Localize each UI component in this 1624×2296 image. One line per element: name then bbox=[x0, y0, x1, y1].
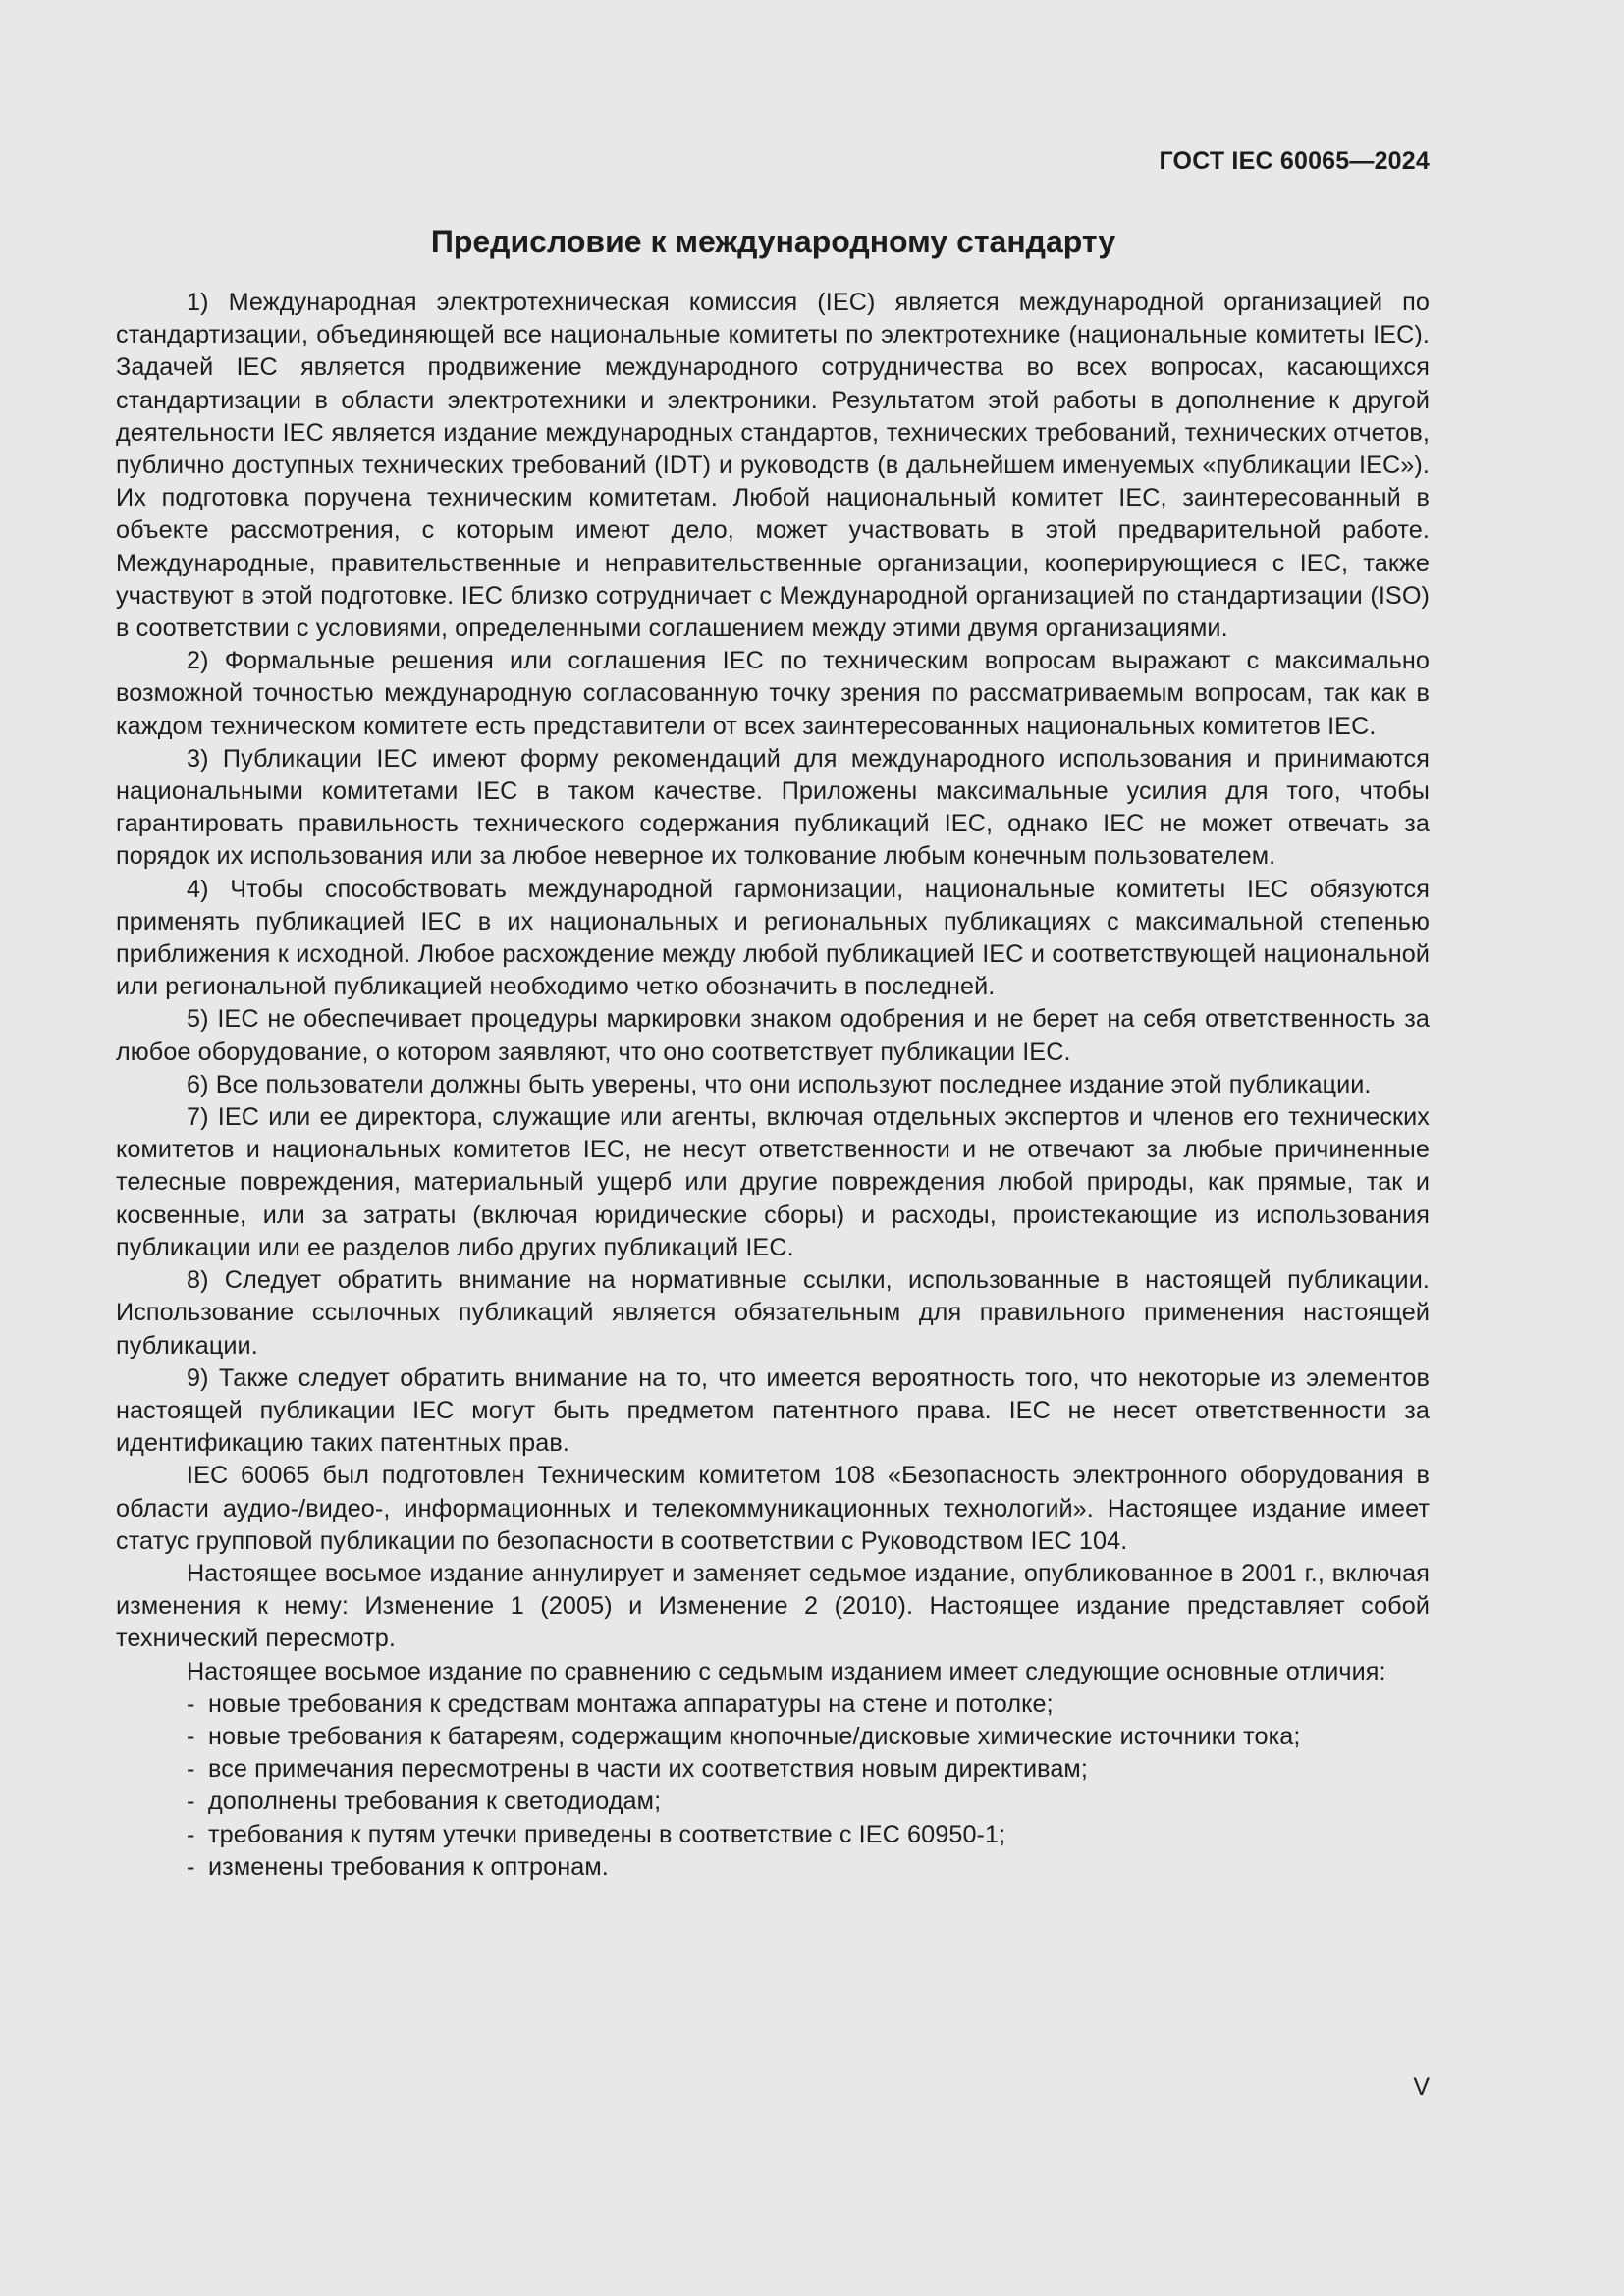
list-item bbox=[116, 1753, 1430, 1786]
paragraph-1: 1) Международная электротехническая комиссия (IEC) является международной организацией по стандартизации, объединяющей все национальные комитеты по электротехнике (национальные комитеты IEC). Задачей IEC является продвижение международного сотрудничества во всех вопросах, касающихся стандартизации в области электротехники и электроники. Результатом этой работы в дополнение к другой деятельности IEC является издание международных стандартов, технических требований, технических отчетов, публично доступных технических требований (IDT) и руководств (в дальнейшем именуемых «публикации IEC»). Их подготовка поручена техническим комитетам. Любой национальный комитет IEC, заинтересованный в объекте рассмотрения, с которым имеют дело, может участвовать в этой предварительной работе. Международные, правительственные и неправительственные организации, кооперирующиеся с IEC, также участвуют в этой подготовке. IEC близко сотрудничает с Международной организацией по стандартизации (ISO) в соответствии с условиями, определенными соглашением между этими двумя организациями. bbox=[116, 289, 1430, 643]
list-marker: - bbox=[187, 1755, 195, 1784]
paragraph-8: 8) Следует обратить внимание на нормативные ссылки, использованные в настоящей публикации. Использование ссылочных публикаций является обязательным для правильного применения настоящей публикации. bbox=[116, 1266, 1430, 1360]
page-title: Предисловие к международному стандарту bbox=[430, 224, 1116, 259]
page-number: V bbox=[1413, 2073, 1430, 2101]
list-marker: - bbox=[187, 1820, 195, 1848]
list-item-text: требования к путям утечки приведены в соответствие с IEC 60950-1; bbox=[208, 1820, 1006, 1848]
list-item-text: дополнены требования к светодиодам; bbox=[208, 1788, 662, 1816]
list-item bbox=[116, 1786, 1430, 1818]
document-code-header: ГОСТ IEC 60065—2024 bbox=[1159, 147, 1430, 175]
list-item-text: новые требования к батареям, содержащим кнопочные/дисковые химические источники тока; bbox=[208, 1722, 1301, 1750]
list-marker: - bbox=[187, 1788, 195, 1816]
paragraph-edition: Настоящее восьмое издание аннулирует и заменяет седьмое издание, опубликованное в 2001 г., включая изменения к нему: Изменение 1 (2005) и Изменение 2 (2010). Настоящее издание представляет собой технический пересмотр. bbox=[116, 1559, 1430, 1653]
list-item bbox=[116, 1688, 1430, 1721]
paragraph-7: 7) IEC или ее директора, служащие или агенты, включая отдельных экспертов и членов его технических комитетов и национальных комитетов IEC, не несут ответственности и не отвечают за любые причиненные телесные повреждения, материальный ущерб или другие повреждения любой природы, как прямые, так и косвенные, или за затраты (включая юридические сборы) и расходы, проистекающие из использования публикации или ее разделов либо других публикаций IEC. bbox=[116, 1103, 1430, 1261]
list-item bbox=[116, 1819, 1430, 1851]
list-item-text: новые требования к средствам монтажа аппаратуры на стене и потолке; bbox=[208, 1689, 1054, 1718]
paragraph-2: 2) Формальные решения или соглашения IEC по техническим вопросам выражают с максимально возможной точностью международную согласованную точку зрения по рассматриваемым вопросам, так как в каждом техническом комитете есть представители от всех заинтересованных национальных комитетов IEC. bbox=[116, 647, 1430, 740]
paragraph-preparation: IEC 60065 был подготовлен Техническим комитетом 108 «Безопасность электронного оборудования в области аудио-/видео-, информационных и телекоммуникационных технологий». Настоящее издание имеет статус групповой публикации по безопасности в соответствии с Руководством IEC 104. bbox=[116, 1462, 1430, 1555]
list-marker: - bbox=[187, 1722, 195, 1750]
list-marker: - bbox=[187, 1852, 195, 1881]
paragraph-4: 4) Чтобы способствовать международной гармонизации, национальные комитеты IEC обязуются применять публикацией IEC в их национальных и региональных публикациях с максимальной степенью приближения к исходной. Любое расхождение между любой публикацией IEC и соответствующей национальной или региональной публикацией необходимо четко обозначить в последней. bbox=[116, 875, 1430, 1001]
paragraph-5: 5) IEC не обеспечивает процедуры маркировки знаком одобрения и не берет на себя ответственность за любое оборудование, о котором заявляют, что оно соответствует публикации IEC. bbox=[116, 1005, 1430, 1066]
list-item-text: все примечания пересмотрены в части их соответствия новым директивам; bbox=[208, 1755, 1088, 1784]
paragraph-6: 6) Все пользователи должны быть уверены, что они используют последнее издание этой публикации. bbox=[187, 1070, 1372, 1098]
document-body bbox=[116, 287, 1430, 1884]
list-item-text: изменены требования к оптронам. bbox=[208, 1852, 609, 1881]
list-item bbox=[116, 1721, 1430, 1753]
paragraph-differences: Настоящее восьмое издание по сравнению с седьмым изданием имеет следующие основные отличия: bbox=[187, 1657, 1386, 1685]
paragraph-3: 3) Публикации IEC имеют форму рекомендаций для международного использования и принимаются национальными комитетами IEC в таком качестве. Приложены максимальные усилия для того, чтобы гарантировать правильность технического содержания публикаций IEC, однако IEC не может отвечать за порядок их использования или за любое неверное их толкование любым конечным пользователем. bbox=[116, 744, 1430, 871]
paragraph-9: 9) Также следует обратить внимание на то, что имеется вероятность того, что некоторые из элементов настоящей публикации IEC могут быть предметом патентного права. IEC не несет ответственности за идентификацию таких патентных прав. bbox=[116, 1363, 1430, 1458]
list-item bbox=[116, 1851, 1430, 1884]
differences-list bbox=[116, 1688, 1430, 1884]
list-marker: - bbox=[187, 1689, 195, 1718]
